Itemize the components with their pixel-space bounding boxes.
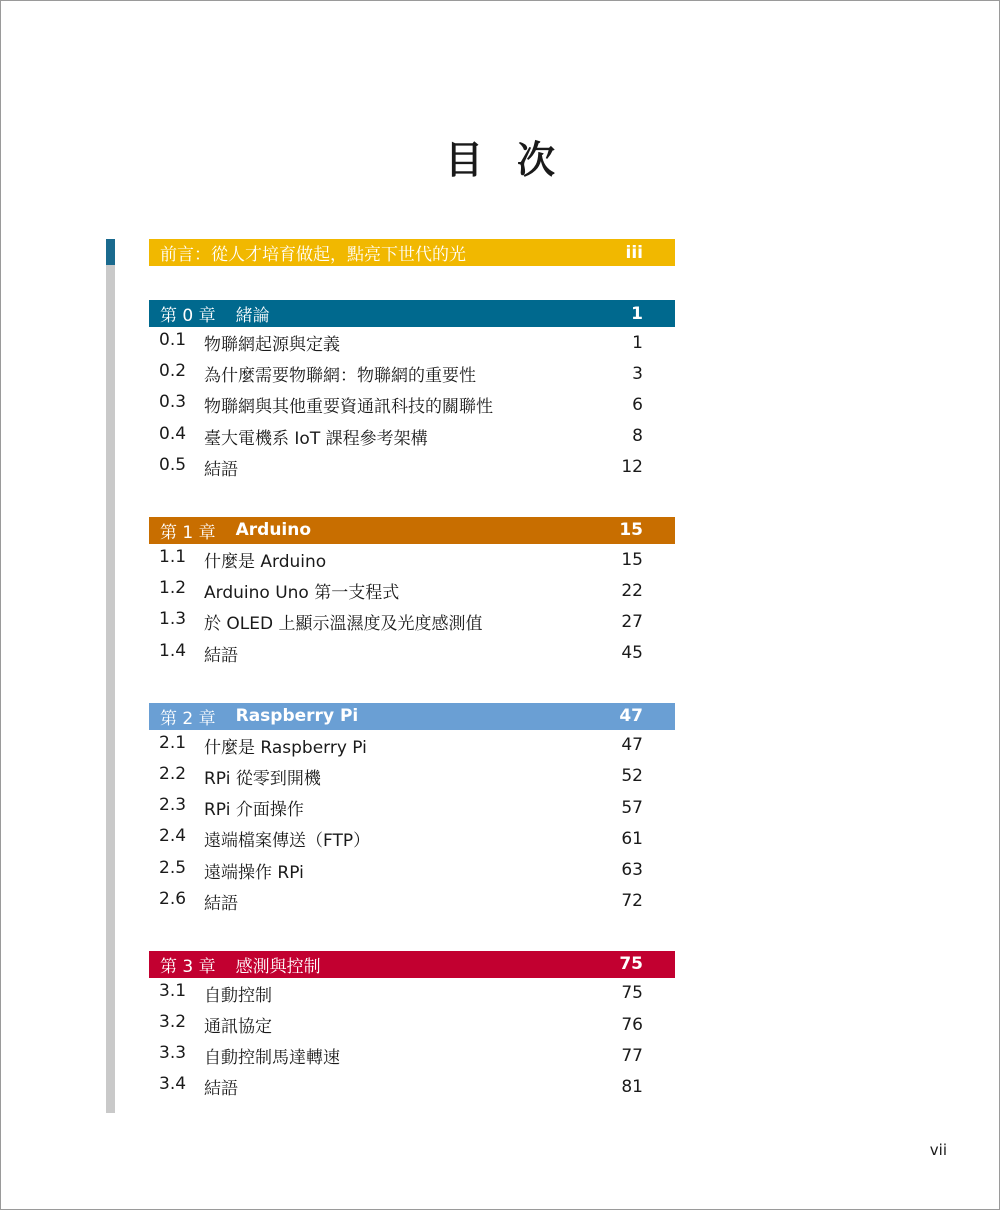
section-page: 22	[621, 580, 643, 601]
chapter-title: Raspberry Pi	[235, 706, 359, 727]
section-page: 81	[621, 1076, 643, 1097]
section-title: 什麼是 Arduino	[204, 552, 327, 573]
section-page: 27	[621, 611, 643, 632]
section-title: Arduino Uno 第一支程式	[204, 583, 400, 604]
chapter-header-3[interactable]	[149, 951, 675, 978]
section-title: RPi 介面操作	[204, 800, 304, 821]
section-number: 2.5	[159, 857, 187, 878]
section-title: 結語	[204, 893, 238, 914]
section-title: 物聯網與其他重要資通訊科技的關聯性	[204, 397, 493, 418]
section-title: 自動控制馬達轉速	[204, 1048, 340, 1069]
section-number: 3.4	[159, 1074, 187, 1095]
section-title: 遠端檔案傳送（FTP）	[204, 831, 371, 852]
section-title: 遠端操作 RPi	[204, 862, 304, 883]
section-page: 75	[621, 983, 643, 1004]
side-bar-accent	[106, 239, 115, 265]
section-title: 臺大電機系 IoT 課程參考架構	[204, 428, 428, 449]
toc-entry[interactable]	[149, 792, 675, 823]
section-page: 45	[621, 643, 643, 664]
section-title: 自動控制	[204, 985, 272, 1006]
chapter-page: 1	[631, 303, 643, 324]
section-title: 於 OLED 上顯示溫濕度及光度感測值	[204, 614, 483, 635]
section-number: 0.4	[159, 423, 187, 444]
chapter-title: Arduino	[235, 520, 312, 541]
toc-entry[interactable]	[149, 358, 675, 389]
section-page: 15	[621, 549, 643, 570]
section-number: 2.2	[159, 763, 187, 784]
toc-entry[interactable]	[149, 421, 675, 452]
chapter-header-0[interactable]	[149, 300, 675, 327]
section-number: 0.5	[159, 454, 187, 475]
section-number: 1.3	[159, 609, 187, 630]
chapter-page: 75	[619, 954, 643, 975]
section-page: 1	[632, 332, 643, 353]
toc-entry[interactable]	[149, 327, 675, 358]
toc-entry[interactable]	[149, 886, 675, 917]
section-number: 1.2	[159, 578, 187, 599]
chapter-label: 第 3 章	[160, 956, 216, 977]
table-of-contents	[149, 239, 675, 1103]
page-title: 目次	[444, 138, 589, 182]
chapter-page: 47	[619, 706, 643, 727]
toc-entry[interactable]	[149, 606, 675, 637]
section-page: 12	[621, 457, 643, 478]
section-number: 1.4	[159, 640, 187, 661]
chapter-label: 第 1 章	[160, 522, 216, 543]
chapter-title: 緒論	[235, 306, 270, 326]
section-number: 0.2	[159, 361, 187, 382]
preface-page: iii	[625, 242, 643, 263]
section-page: 63	[621, 860, 643, 881]
section-number: 2.1	[159, 732, 187, 753]
section-page: 72	[621, 891, 643, 912]
section-title: 結語	[204, 1079, 238, 1100]
section-page: 61	[621, 828, 643, 849]
section-page: 47	[621, 735, 643, 756]
side-bar	[106, 239, 115, 1113]
section-title: 物聯網起源與定義	[204, 335, 340, 356]
preface-header[interactable]	[149, 239, 675, 266]
toc-entry[interactable]	[149, 452, 675, 483]
toc-entry[interactable]	[149, 389, 675, 420]
toc-entry[interactable]	[149, 761, 675, 792]
section-title: RPi 從零到開機	[204, 768, 321, 789]
section-page: 6	[632, 394, 643, 415]
section-number: 2.4	[159, 826, 187, 847]
chapter-label: 第 0 章	[160, 306, 216, 326]
toc-entry[interactable]	[149, 1040, 675, 1071]
toc-entry[interactable]	[149, 1071, 675, 1102]
section-number: 2.6	[159, 888, 187, 909]
section-page: 52	[621, 766, 643, 787]
chapter-page: 15	[619, 520, 643, 541]
section-number: 1.1	[159, 547, 187, 568]
toc-entry[interactable]	[149, 730, 675, 761]
section-title: 結語	[204, 645, 238, 666]
toc-entry[interactable]	[149, 544, 675, 575]
section-number: 3.3	[159, 1043, 187, 1064]
section-title: 結語	[204, 459, 238, 480]
section-number: 0.3	[159, 392, 187, 413]
chapter-header-2[interactable]	[149, 703, 675, 730]
page-number: vii	[929, 1141, 947, 1159]
section-page: 57	[621, 797, 643, 818]
toc-entry[interactable]	[149, 854, 675, 885]
toc-entry[interactable]	[149, 1009, 675, 1040]
toc-entry[interactable]	[149, 823, 675, 854]
section-number: 2.3	[159, 795, 187, 816]
section-page: 3	[632, 363, 643, 384]
section-page: 8	[632, 426, 643, 447]
chapter-title: 感測與控制	[235, 956, 321, 977]
toc-entry[interactable]	[149, 575, 675, 606]
chapter-label: 第 2 章	[160, 708, 216, 729]
toc-entry[interactable]	[149, 638, 675, 669]
section-number: 3.1	[159, 980, 187, 1001]
section-title: 什麼是 Raspberry Pi	[204, 737, 367, 758]
toc-entry[interactable]	[149, 978, 675, 1009]
section-page: 76	[621, 1014, 643, 1035]
section-title: 為什麼需要物聯網：物聯網的重要性	[204, 366, 476, 387]
chapter-header-1[interactable]	[149, 517, 675, 544]
section-page: 77	[621, 1045, 643, 1066]
section-title: 通訊協定	[204, 1017, 272, 1038]
section-number: 0.1	[159, 330, 187, 351]
preface-title: 前言：從人才培育做起，點亮下世代的光	[160, 245, 466, 265]
section-number: 3.2	[159, 1012, 187, 1033]
